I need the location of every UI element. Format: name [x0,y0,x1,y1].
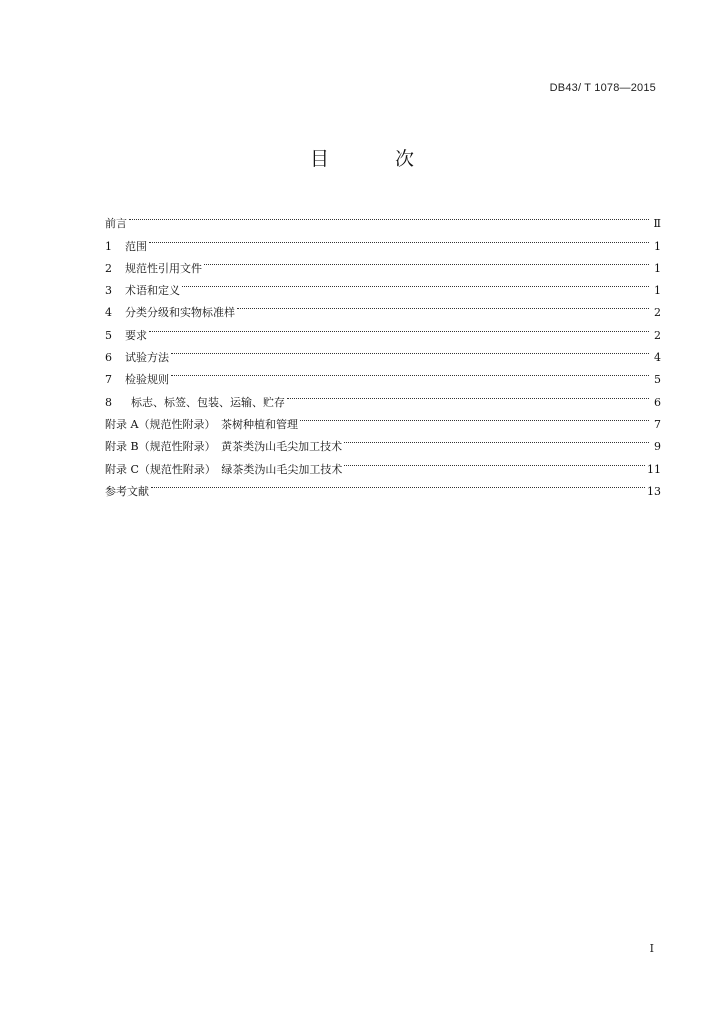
dot-leader [204,250,649,272]
dot-leader [237,294,649,316]
toc-entry-number: 5 [105,328,112,342]
dot-leader [129,205,649,227]
toc-entry-page: 5 [654,373,661,387]
toc-entry-page: 7 [654,417,661,431]
dot-leader [171,339,649,361]
dot-leader [300,406,649,428]
toc-entry-classification[interactable] [105,294,661,320]
toc-entry-label: 标志、标签、包装、运输、贮存 [131,395,285,409]
toc-entry-page: 4 [654,351,661,365]
toc-entry-label: 范围 [125,239,147,253]
toc-entry-test-methods[interactable] [105,339,661,365]
toc-entry-requirements[interactable] [105,316,661,342]
toc-entry-page: 11 [647,462,661,476]
toc-entry-number: 8 [105,395,112,409]
toc-entry-page: 9 [654,440,661,454]
dot-leader [149,316,649,338]
toc-entry-label: 要求 [125,328,147,342]
dot-leader [344,428,649,450]
toc-entry-label: 检验规则 [125,373,169,387]
toc-entry-number: 3 [105,284,112,298]
document-code: DB43/ T 1078—2015 [549,82,656,94]
toc-entry-label: 附录 C（规范性附录） 绿茶类沩山毛尖加工技术 [105,462,343,476]
dot-leader [287,383,649,405]
toc-entry-page: 2 [654,328,661,342]
page-number: I [649,942,654,955]
dot-leader [344,450,645,472]
toc-entry-number: 1 [105,239,112,253]
toc-entry-page: 2 [654,306,661,320]
toc-entry-page: 1 [654,239,661,253]
toc-entry-label: 规范性引用文件 [125,261,202,275]
toc-entry-inspection-rules[interactable] [105,361,661,387]
toc-entry-page: 1 [654,261,661,275]
toc-entry-page: Ⅱ [653,217,661,231]
toc-entry-page: 1 [654,284,661,298]
toc-entry-scope[interactable] [105,227,661,253]
toc-entry-label: 附录 B（规范性附录） 黄茶类沩山毛尖加工技术 [105,440,343,454]
table-of-contents [105,205,661,498]
toc-entry-page: 6 [654,395,661,409]
toc-entry-number: 4 [105,306,112,320]
toc-entry-label: 分类分级和实物标准样 [125,306,235,320]
dot-leader [149,227,649,249]
toc-entry-number: 2 [105,261,112,275]
toc-entry-label: 附录 A（规范性附录） 茶树种植和管理 [105,417,298,431]
dot-leader [151,473,645,495]
toc-entry-foreword[interactable] [105,205,661,231]
toc-entry-label: 试验方法 [125,351,169,365]
toc-entry-label: 参考文献 [105,484,149,498]
toc-entry-terms-definitions[interactable] [105,272,661,298]
toc-entry-page: 13 [647,484,661,498]
toc-entry-normative-references[interactable] [105,250,661,275]
dot-leader [171,361,649,383]
toc-entry-marking-packaging[interactable] [105,383,661,409]
toc-entry-label: 前言 [105,217,127,231]
toc-entry-bibliography[interactable] [105,473,661,498]
toc-entry-label: 术语和定义 [125,284,180,298]
page-title: 目 次 [309,148,445,170]
dot-leader [182,272,649,294]
toc-entry-number: 7 [105,373,112,387]
toc-entry-number: 6 [105,351,112,365]
